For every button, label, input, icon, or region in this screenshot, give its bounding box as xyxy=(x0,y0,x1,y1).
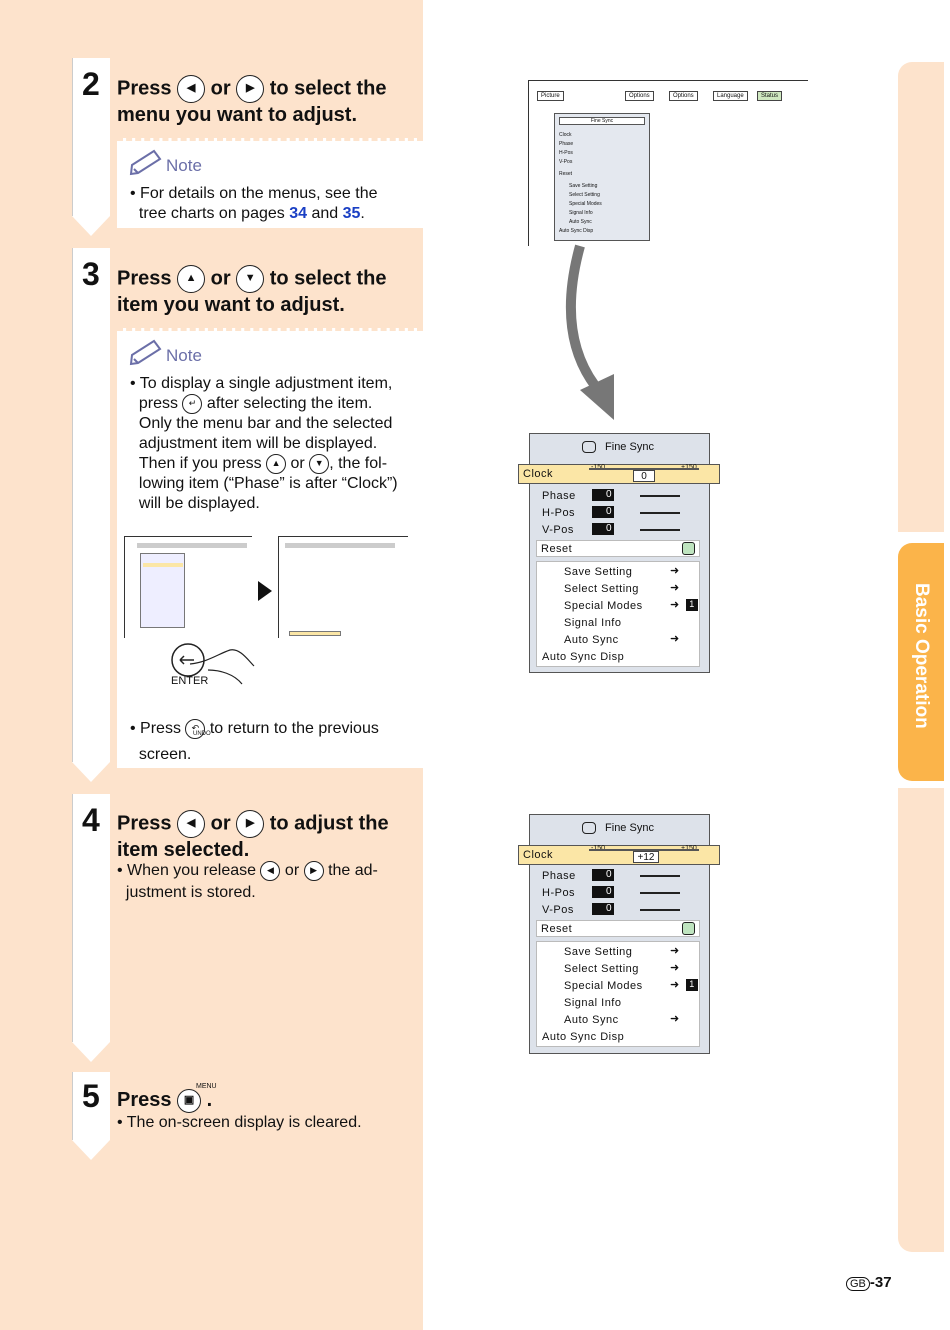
note-pencil-icon xyxy=(128,337,164,367)
top-row: Auto Sync xyxy=(569,219,592,225)
undo-label: UNDO xyxy=(193,731,211,737)
clock-slider[interactable] xyxy=(589,468,699,470)
step3-note-text: • To display a single adjustment item, press ↵ after selecting the item. Only the menu bar and the selected adjustment item will be displayed. Then if you press ▲ or ▼ , the fol- lowing item (“Phase” is after “Clock”) will be displayed. xyxy=(130,375,398,513)
step3-line2: item you want to adjust. xyxy=(117,294,345,316)
step3-title xyxy=(117,265,417,317)
top-row: Auto Sync Disp xyxy=(559,228,594,234)
step3-note-line: adjustment item will be displayed. xyxy=(138,435,378,453)
menu-button-icon: ▣ xyxy=(177,1089,201,1113)
step3-note-label: Note xyxy=(166,346,202,365)
menu1-clock-label: Clock xyxy=(523,468,554,480)
curved-down-arrow-icon xyxy=(560,244,630,420)
tab-picture[interactable]: Picture xyxy=(537,91,564,101)
menu1-clock-value: 0 xyxy=(633,470,655,482)
right-arrow-icon: ▶ xyxy=(236,75,264,103)
menu1-special-value: 1 xyxy=(686,599,698,611)
top-screen xyxy=(528,80,808,246)
mini-single-item-screen xyxy=(278,536,408,638)
menu-label: MENU xyxy=(196,1083,217,1090)
step2-note-text: • For details on the menus, see the tree charts on pages 34 and 35. xyxy=(130,185,378,222)
side-tab-lower xyxy=(898,788,944,1252)
page-link-35[interactable]: 35 xyxy=(342,205,361,222)
menu2-title: Fine Sync xyxy=(605,822,654,834)
left-arrow-icon: ◀ xyxy=(177,75,205,103)
step2-rest: to select the xyxy=(269,77,387,100)
top-row: V-Pos xyxy=(559,159,573,165)
arrow-right-icon: ➜ xyxy=(670,962,680,974)
step4-bullet-a: When you release xyxy=(127,862,257,879)
menu2-phase-row[interactable] xyxy=(540,868,700,885)
menu1-vpos-value: 0 xyxy=(592,523,614,535)
side-tab-label: Basic Operation xyxy=(911,583,932,729)
step4-line2: item selected. xyxy=(117,839,250,861)
menu1-vpos-row[interactable] xyxy=(540,522,700,539)
step2-title xyxy=(117,75,417,127)
side-tab-active[interactable] xyxy=(898,543,944,781)
top-row: Signal Info xyxy=(569,210,593,216)
step3-bar xyxy=(72,248,110,762)
arrow-right-icon: ➜ xyxy=(670,582,680,594)
undo-text-b: to return to the previous xyxy=(209,720,379,737)
down-arrow-icon: ▼ xyxy=(236,265,264,293)
step2-period: . xyxy=(360,205,365,222)
menu1-phase-label: Phase xyxy=(542,490,576,502)
note-pencil-icon xyxy=(128,147,164,177)
step5-title xyxy=(117,1088,212,1113)
step4-title xyxy=(117,810,417,862)
left-arrow-icon: ◀ xyxy=(260,861,280,881)
menu2-item[interactable] xyxy=(540,944,700,961)
page-number xyxy=(846,1274,892,1291)
phase-slider[interactable] xyxy=(640,495,680,497)
step3-note-line: after selecting the item. xyxy=(206,395,373,413)
step2-or: or xyxy=(210,77,231,100)
step4-rest: to adjust the xyxy=(269,812,389,835)
menu2-item[interactable] xyxy=(540,1012,700,1029)
menu2-item-label: Save Setting xyxy=(564,946,633,958)
menu1-item[interactable] xyxy=(540,581,700,598)
arrow-right-icon: ➜ xyxy=(670,1013,680,1025)
top-row: Special Modes xyxy=(569,201,602,207)
step2-note-a: For details on the menus, see the xyxy=(140,185,378,202)
undo-button-icon: ↶ xyxy=(185,719,205,739)
menu1-item[interactable] xyxy=(540,649,700,666)
phase-slider[interactable] xyxy=(640,875,680,877)
menu1-item[interactable] xyxy=(540,598,700,615)
top-row: Clock xyxy=(559,132,572,138)
enter-button-icon: ↵ xyxy=(182,394,202,414)
gb-badge: GB xyxy=(846,1277,870,1291)
tab-status[interactable]: Status xyxy=(757,91,782,101)
step3-rest: to select the xyxy=(269,267,387,290)
arrow-right-icon: ➜ xyxy=(670,979,680,991)
step3-number: 3 xyxy=(82,256,100,292)
menu1-item-label: Save Setting xyxy=(564,566,633,578)
undo-text-c: screen. xyxy=(138,746,192,763)
top-row: Reset xyxy=(559,171,573,177)
arrow-right-icon: ➜ xyxy=(670,945,680,957)
step5-press: Press xyxy=(117,1089,172,1111)
step2-press: Press xyxy=(117,77,172,100)
step3-note-line: press xyxy=(138,395,179,413)
menu1-item-label: Select Setting xyxy=(564,583,639,595)
menu1-reset-label: Reset xyxy=(541,543,573,555)
top-fine-sync-panel xyxy=(554,113,650,241)
play-arrow-icon xyxy=(258,581,272,601)
step3-note-line: To display a single adjustment item, xyxy=(139,375,393,392)
menu1-item-label: Auto Sync Disp xyxy=(542,651,625,663)
menu1-title: Fine Sync xyxy=(605,441,654,453)
step4-bullet: • When you release ◀ or ▶ the ad- justment is stored. xyxy=(117,862,378,901)
step4-bullet-c: justment is stored. xyxy=(125,884,256,901)
side-tab-upper xyxy=(898,62,944,532)
up-arrow-icon: ▲ xyxy=(177,265,205,293)
step2-note-label: Note xyxy=(166,156,202,175)
step2-note-b: tree charts on pages xyxy=(138,205,285,222)
menu1-item-label: Auto Sync xyxy=(564,634,619,646)
menu2-hpos-row[interactable] xyxy=(540,885,700,902)
clock-slider[interactable] xyxy=(589,849,699,851)
menu2-phase-label: Phase xyxy=(542,870,576,882)
top-row: Phase xyxy=(559,141,574,147)
menu1-item[interactable] xyxy=(540,632,700,649)
left-arrow-icon: ◀ xyxy=(177,810,205,838)
menu2-clock-bar[interactable] xyxy=(518,845,720,865)
menu1-item[interactable] xyxy=(540,564,700,581)
menu2-hpos-value: 0 xyxy=(592,886,614,898)
page-num: -37 xyxy=(869,1274,892,1291)
step2-number: 2 xyxy=(82,66,100,102)
menu2-item[interactable] xyxy=(540,961,700,978)
menu2-item[interactable] xyxy=(540,995,700,1012)
undo-text-a: Press xyxy=(140,720,181,737)
menu2-reset-row[interactable] xyxy=(536,920,700,937)
menu1-phase-value: 0 xyxy=(592,489,614,501)
menu2-clock-value: +12 xyxy=(633,851,659,863)
reset-icon xyxy=(682,542,695,555)
step5-bullet: • The on-screen display is cleared. xyxy=(117,1114,362,1131)
top-row: H-Pos xyxy=(559,150,573,156)
step4-press: Press xyxy=(117,812,172,835)
menu2-item-label: Auto Sync Disp xyxy=(542,1031,625,1043)
menu2-item[interactable] xyxy=(540,978,700,995)
step2-and: and xyxy=(311,205,339,222)
step5-number: 5 xyxy=(82,1078,100,1114)
right-arrow-icon: ▶ xyxy=(236,810,264,838)
menu2-item[interactable] xyxy=(540,1029,700,1046)
page-link-34[interactable]: 34 xyxy=(289,205,308,222)
menu1-item-label: Signal Info xyxy=(564,617,622,629)
menu2-hpos-label: H-Pos xyxy=(542,887,576,899)
hpos-slider[interactable] xyxy=(640,892,680,894)
reset-icon xyxy=(682,922,695,935)
step5-bullet-text: The on-screen display is cleared. xyxy=(126,1114,362,1131)
menu2-phase-value: 0 xyxy=(592,869,614,881)
menu1-reset-row[interactable] xyxy=(536,540,700,557)
vpos-slider[interactable] xyxy=(640,529,680,531)
top-tab-bar xyxy=(537,91,777,103)
top-row: Save Setting xyxy=(569,183,598,189)
menu1-clock-bar[interactable] xyxy=(518,464,720,484)
menu2-clock-label: Clock xyxy=(523,849,554,861)
step3-undo-text: • Press ↶ to return to the previous screen. xyxy=(130,720,379,763)
menu2-reset-label: Reset xyxy=(541,923,573,935)
step4-bullet-or: or xyxy=(284,862,300,879)
step2-line2: menu you want to adjust. xyxy=(117,104,358,126)
step4-or: or xyxy=(210,812,231,835)
step5-period: . xyxy=(206,1089,213,1111)
up-arrow-icon: ▲ xyxy=(266,454,286,474)
arrow-right-icon: ➜ xyxy=(670,565,680,577)
step3-note-line: or xyxy=(290,455,305,473)
step3-note-line: will be displayed. xyxy=(138,495,260,513)
menu2-item-label: Signal Info xyxy=(564,997,622,1009)
menu2-vpos-row[interactable] xyxy=(540,902,700,919)
menu2-item-label: Select Setting xyxy=(564,963,639,975)
vpos-slider[interactable] xyxy=(640,909,680,911)
menu1-hpos-label: H-Pos xyxy=(542,507,576,519)
arrow-right-icon: ➜ xyxy=(670,633,680,645)
step4-bullet-b: the ad- xyxy=(328,862,378,879)
menu1-vpos-label: V-Pos xyxy=(542,524,574,536)
menu1-hpos-row[interactable] xyxy=(540,505,700,522)
step3-note-line: Then if you press xyxy=(138,455,262,473)
menu2-item-label: Special Modes xyxy=(564,980,643,992)
hpos-slider[interactable] xyxy=(640,512,680,514)
top-row: Select Setting xyxy=(569,192,600,198)
menu1-hpos-value: 0 xyxy=(592,506,614,518)
menu1-item[interactable] xyxy=(540,615,700,632)
enter-label: ENTER xyxy=(171,675,209,687)
menu2-vpos-value: 0 xyxy=(592,903,614,915)
menu2-item-label: Auto Sync xyxy=(564,1014,619,1026)
step3-note-line: lowing item (“Phase” is after “Clock”) xyxy=(138,475,398,493)
tab-language[interactable]: Language xyxy=(713,91,748,101)
menu1-phase-row[interactable] xyxy=(540,488,700,505)
step4-number: 4 xyxy=(82,802,100,838)
step3-note-line: Only the menu bar and the selected xyxy=(138,415,393,433)
arrow-right-icon: ➜ xyxy=(670,599,680,611)
mini-menu-screen xyxy=(124,536,252,638)
menu1-item-label: Special Modes xyxy=(564,600,643,612)
tab-options-2[interactable]: Options xyxy=(669,91,698,101)
step3-press: Press xyxy=(117,267,172,290)
menu2-vpos-label: V-Pos xyxy=(542,904,574,916)
right-arrow-icon: ▶ xyxy=(304,861,324,881)
menu2-special-value: 1 xyxy=(686,979,698,991)
top-fine-sync-title: Fine Sync xyxy=(559,117,645,125)
step3-or: or xyxy=(210,267,231,290)
down-arrow-icon: ▼ xyxy=(309,454,329,474)
tab-options[interactable]: Options xyxy=(625,91,654,101)
step3-note-line: , the fol- xyxy=(329,455,388,473)
